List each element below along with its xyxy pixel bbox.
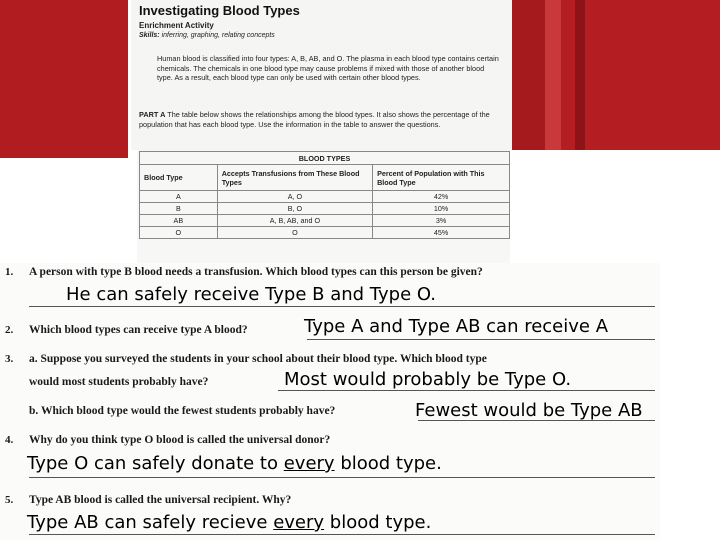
answer-4 xyxy=(27,453,442,474)
table-cell: A, O xyxy=(217,191,372,203)
answer-5-text: Type AB can safely recieve xyxy=(27,512,274,533)
table-row xyxy=(140,215,510,227)
slide-stripe xyxy=(545,0,561,150)
answer-line xyxy=(278,390,655,391)
answer-5-emphasis: every xyxy=(273,512,325,533)
question-number: 1. xyxy=(5,266,14,278)
answer-3b: Fewest would be Type AB xyxy=(415,400,643,421)
worksheet-title: Investigating Blood Types xyxy=(139,3,300,18)
table-header: Accepts Transfusions from These Blood Types xyxy=(217,165,372,191)
table-row xyxy=(140,191,510,203)
table-cell: 42% xyxy=(373,191,510,203)
question-4: Why do you think type O blood is called the universal donor? xyxy=(29,434,331,446)
question-number: 3. xyxy=(5,353,14,365)
answer-1: He can safely receive Type B and Type O. xyxy=(66,284,437,305)
table-cell: O xyxy=(140,227,218,239)
table-header: Percent of Population with This Blood Type xyxy=(373,165,510,191)
skills-text: inferring, graphing, relating concepts xyxy=(161,32,275,39)
table-cell: 10% xyxy=(373,203,510,215)
table-cell: 3% xyxy=(373,215,510,227)
table-caption: BLOOD TYPES xyxy=(140,152,510,165)
answer-line xyxy=(29,534,655,535)
question-number: 4. xyxy=(5,434,14,446)
question-number: 2. xyxy=(5,324,14,336)
question-number: 5. xyxy=(5,494,14,506)
worksheet-skills xyxy=(139,32,275,39)
answer-3a: Most would probably be Type O. xyxy=(284,369,572,390)
answer-5-text-end: blood type. xyxy=(324,512,432,533)
table-row xyxy=(140,227,510,239)
table-cell: 45% xyxy=(373,227,510,239)
answer-line xyxy=(29,477,655,478)
answer-4-text-end: blood type. xyxy=(334,453,442,474)
part-a-instructions xyxy=(139,110,509,129)
answer-2: Type A and Type AB can receive A xyxy=(304,316,609,337)
question-1: A person with type B blood needs a transfusion. Which blood types can this person be given? xyxy=(29,266,483,278)
question-3a: a. Suppose you surveyed the students in your school about their blood type. Which blood type xyxy=(29,353,487,365)
blood-types-table xyxy=(139,151,510,239)
question-3b: b. Which blood type would the fewest students probably have? xyxy=(29,405,336,417)
answer-line xyxy=(307,339,655,340)
slide-stripe xyxy=(575,0,585,150)
table-header: Blood Type xyxy=(140,165,218,191)
question-5: Type AB blood is called the universal recipient. Why? xyxy=(29,494,292,506)
answer-line xyxy=(29,306,655,307)
skills-label: Skills: xyxy=(139,32,160,39)
answer-4-text: Type O can safely donate to xyxy=(27,453,284,474)
table-row xyxy=(140,203,510,215)
question-2: Which blood types can receive type A blood? xyxy=(29,324,248,336)
table-cell: AB xyxy=(140,215,218,227)
answer-5 xyxy=(27,512,431,533)
table-cell: A xyxy=(140,191,218,203)
table-cell: B, O xyxy=(217,203,372,215)
part-a-text: The table below shows the relationships among the blood types. It also shows the percentage of the population that has each blood type. Use the information in the table to answer the questions. xyxy=(139,110,490,129)
table-cell: O xyxy=(217,227,372,239)
table-cell: A, B, AB, and O xyxy=(217,215,372,227)
part-a-label: PART A xyxy=(139,110,166,119)
question-3a-cont: would most students probably have? xyxy=(29,376,209,388)
worksheet-intro: Human blood is classified into four types: A, B, AB, and O. The plasma in each blood type contains certain chemicals. The chemicals in one blood type may cause problems if mixed with those of another blood type. As a result, each blood type can only be used with certain other blood types. xyxy=(157,54,499,83)
worksheet-subtitle: Enrichment Activity xyxy=(139,21,214,30)
slide-red-panel xyxy=(0,0,128,158)
answer-4-emphasis: every xyxy=(283,453,335,474)
table-cell: B xyxy=(140,203,218,215)
